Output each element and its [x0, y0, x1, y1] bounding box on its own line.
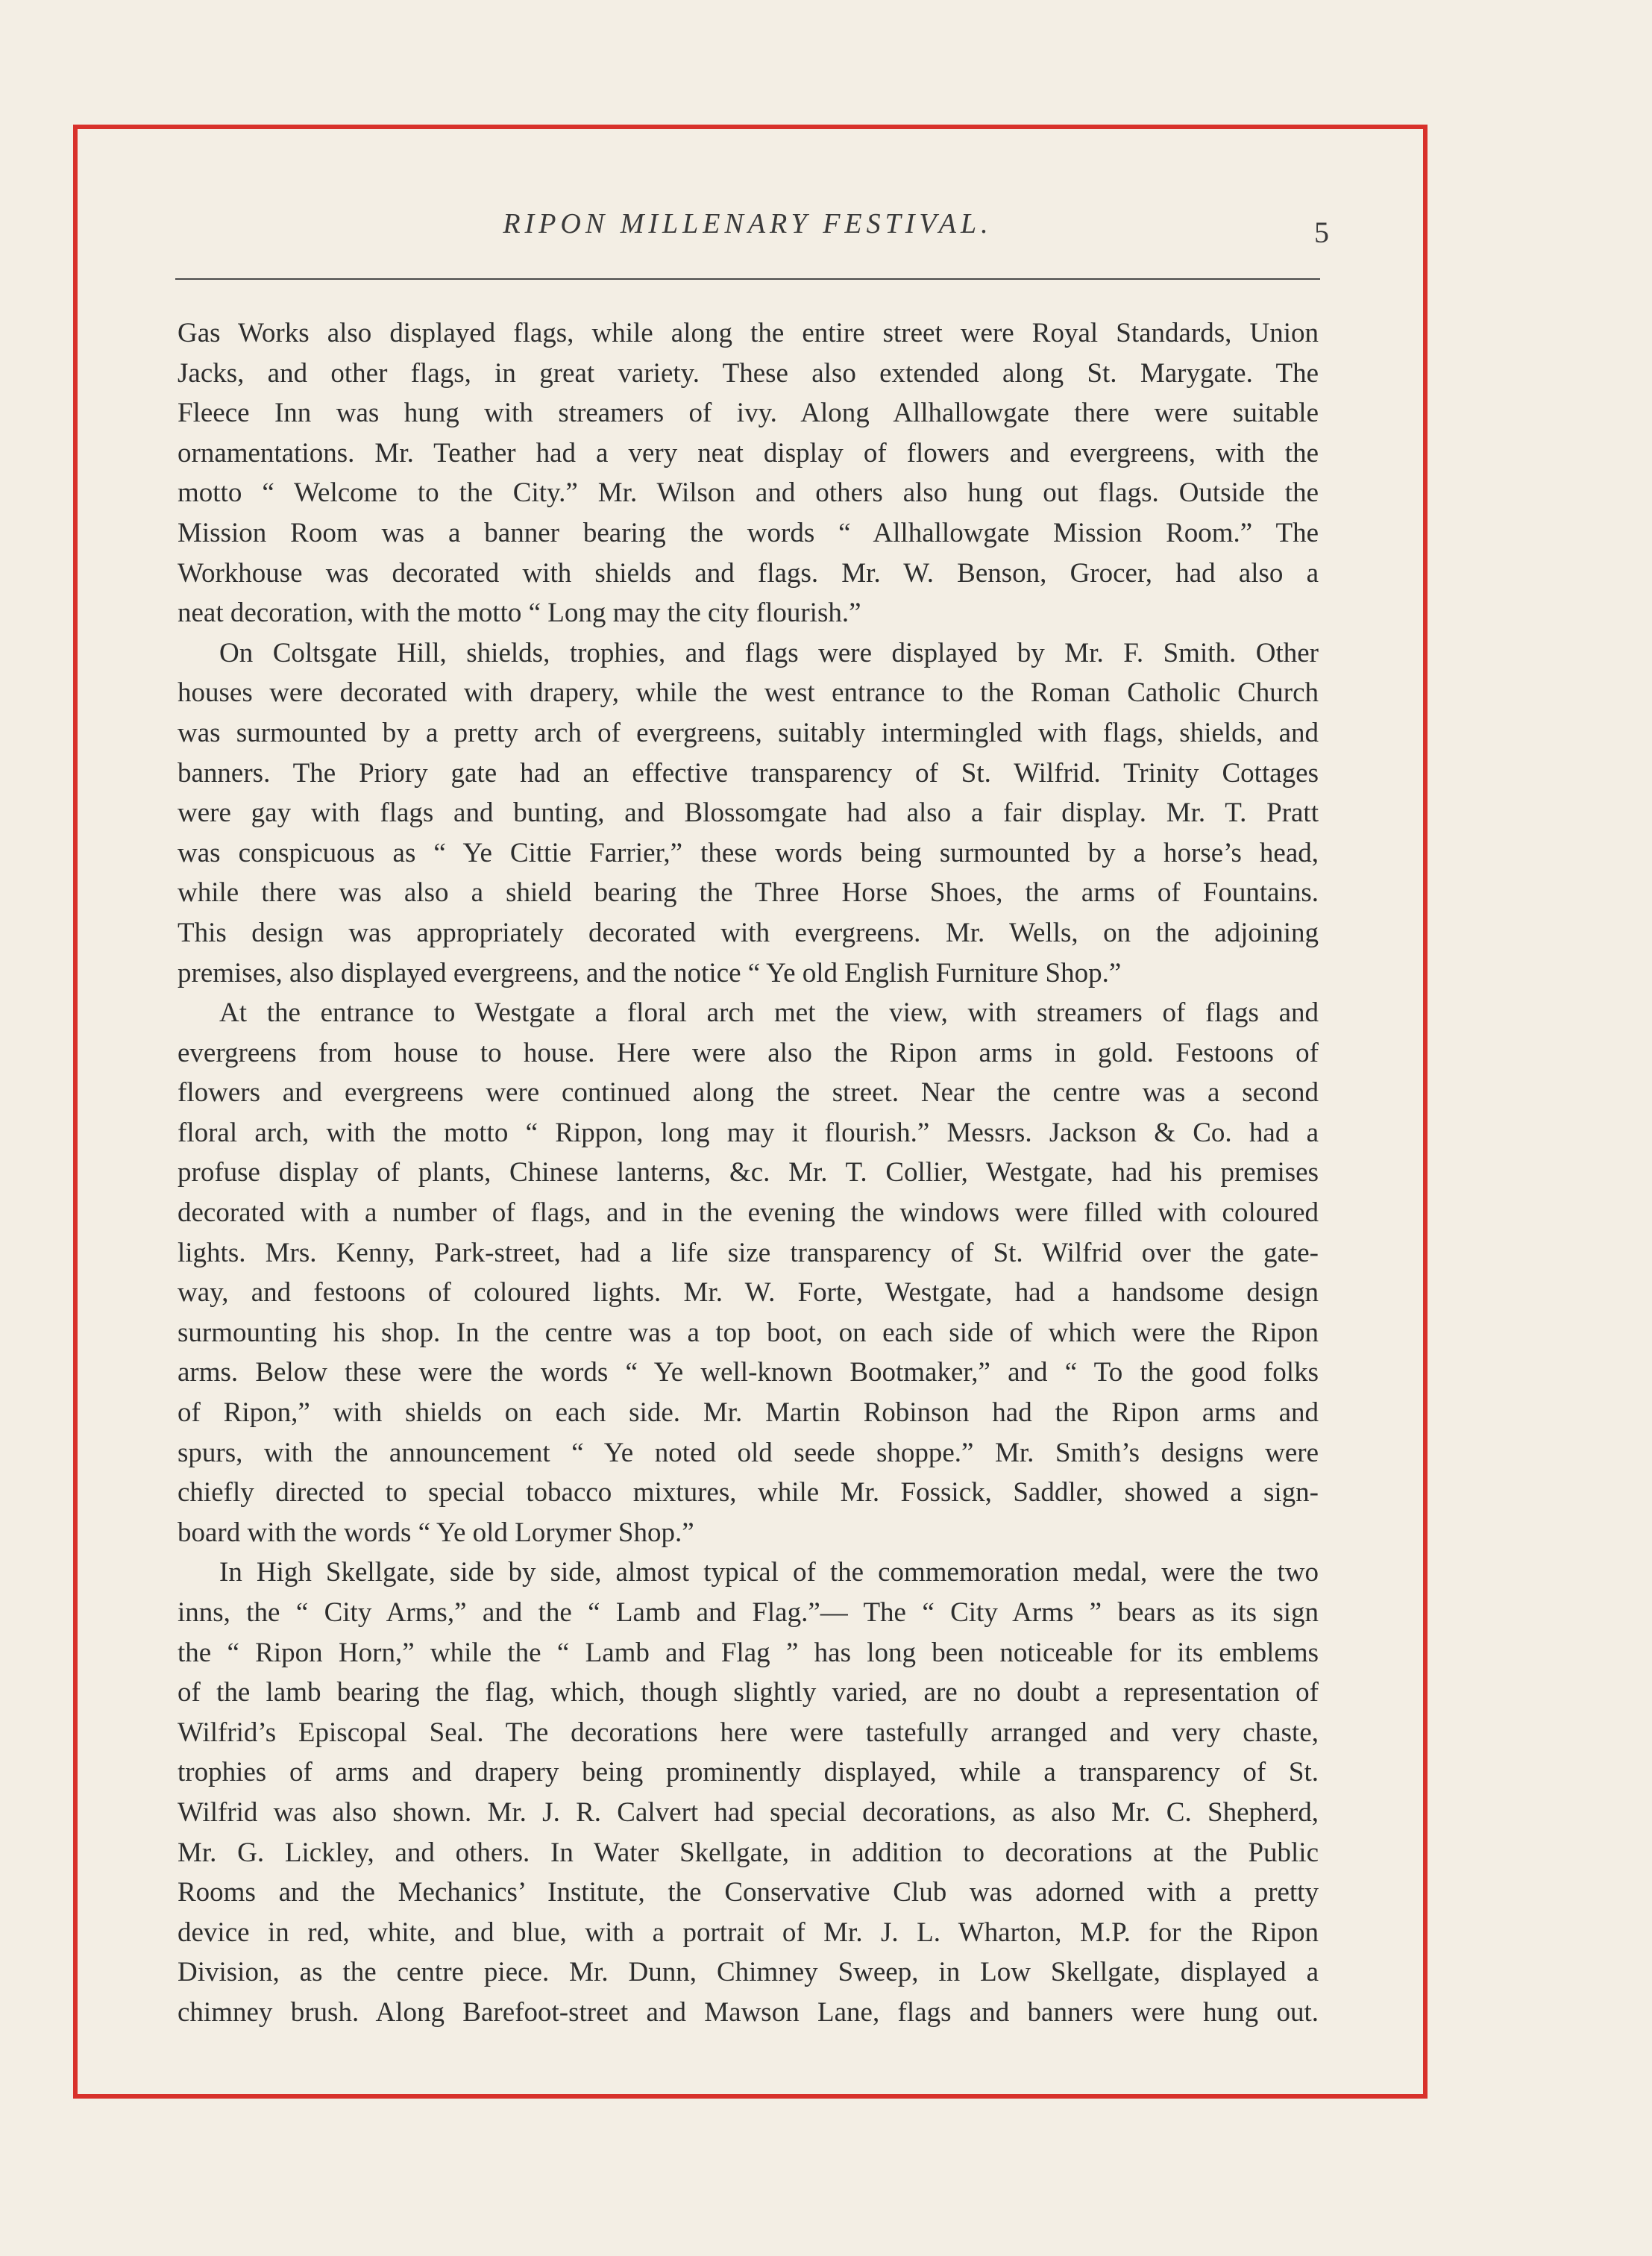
- text-line: arms. Below these were the words “ Ye well-known Bootmaker,” and “ To the good folks: [178, 1357, 1319, 1388]
- text-line: floral arch, with the motto “ Rippon, long may it flourish.” Messrs. Jackson & Co. had a: [178, 1117, 1319, 1148]
- paragraph-first-line: At the entrance to Westgate a floral arch met the view, with streamers of flags and: [219, 997, 1319, 1029]
- text-line: of the lamb bearing the flag, which, though slightly varied, are no doubt a representation of: [178, 1677, 1319, 1708]
- text-line: was conspicuous as “ Ye Cittie Farrier,” these words being surmounted by a horse’s head,: [178, 837, 1319, 868]
- text-line: Rooms and the Mechanics’ Institute, the Conservative Club was adorned with a pretty: [178, 1877, 1319, 1908]
- header-rule: [175, 278, 1320, 280]
- text-line: Workhouse was decorated with shields and flags. Mr. W. Benson, Grocer, had also a: [178, 557, 1319, 589]
- text-line: the “ Ripon Horn,” while the “ Lamb and Flag ” has long been noticeable for its emblems: [178, 1637, 1319, 1668]
- text-line: banners. The Priory gate had an effective transparency of St. Wilfrid. Trinity Cottages: [178, 757, 1319, 789]
- running-title: RIPON MILLENARY FESTIVAL.: [503, 208, 993, 239]
- running-head: [175, 201, 1329, 254]
- text-line: motto “ Welcome to the City.” Mr. Wilson and others also hung out flags. Outside the: [178, 477, 1319, 509]
- text-line: chimney brush. Along Barefoot-street and Mawson Lane, flags and banners were hung out.: [178, 1996, 1319, 2028]
- page-number: 5: [1314, 216, 1329, 249]
- text-line: flowers and evergreens were continued along the street. Near the centre was a second: [178, 1077, 1319, 1109]
- text-line: Division, as the centre piece. Mr. Dunn, Chimney Sweep, in Low Skellgate, displayed a: [178, 1957, 1319, 1988]
- text-line: Wilfrid was also shown. Mr. J. R. Calvert had special decorations, as also Mr. C. Shepherd,: [178, 1796, 1319, 1828]
- text-line: chiefly directed to special tobacco mixtures, while Mr. Fossick, Saddler, showed a sign-: [178, 1477, 1319, 1508]
- text-line: Fleece Inn was hung with streamers of ivy. Along Allhallowgate there were suitable: [178, 398, 1319, 429]
- text-line: Wilfrid’s Episcopal Seal. The decorations here were tastefully arranged and very chaste,: [178, 1717, 1319, 1748]
- text-line: Mission Room was a banner bearing the words “ Allhallowgate Mission Room.” The: [178, 517, 1319, 548]
- text-line: device in red, white, and blue, with a portrait of Mr. J. L. Wharton, M.P. for the Ripon: [178, 1917, 1319, 1948]
- body-text: [178, 313, 1319, 2033]
- text-line: surmounting his shop. In the centre was a top boot, on each side of which were the Ripon: [178, 1317, 1319, 1348]
- text-line: Jacks, and other flags, in great variety. These also extended along St. Marygate. The: [178, 357, 1319, 389]
- paragraph-first-line: On Coltsgate Hill, shields, trophies, and flags were displayed by Mr. F. Smith. Other: [219, 637, 1319, 668]
- text-line: way, and festoons of coloured lights. Mr. W. Forte, Westgate, had a handsome design: [178, 1277, 1319, 1309]
- text-line: houses were decorated with drapery, while the west entrance to the Roman Catholic Church: [178, 677, 1319, 709]
- text-line: board with the words “ Ye old Lorymer Shop.”: [178, 1517, 694, 1548]
- text-line: decorated with a number of flags, and in the evening the windows were filled with coloured: [178, 1197, 1319, 1229]
- text-line: evergreens from house to house. Here were also the Ripon arms in gold. Festoons of: [178, 1037, 1319, 1068]
- text-line: This design was appropriately decorated with evergreens. Mr. Wells, on the adjoining: [178, 917, 1319, 948]
- text-line: ornamentations. Mr. Teather had a very neat display of flowers and evergreens, with the: [178, 437, 1319, 469]
- text-line: while there was also a shield bearing the Three Horse Shoes, the arms of Fountains.: [178, 877, 1319, 909]
- text-line: Gas Works also displayed flags, while along the entire street were Royal Standards, Union: [178, 318, 1319, 348]
- text-line: spurs, with the announcement “ Ye noted old seede shoppe.” Mr. Smith’s designs were: [178, 1437, 1319, 1468]
- text-line: of Ripon,” with shields on each side. Mr. Martin Robinson had the Ripon arms and: [178, 1397, 1319, 1429]
- text-line: Mr. G. Lickley, and others. In Water Skellgate, in addition to decorations at the Public: [178, 1837, 1319, 1868]
- text-line: profuse display of plants, Chinese lanterns, &c. Mr. T. Collier, Westgate, had his premises: [178, 1157, 1319, 1188]
- text-line: lights. Mrs. Kenny, Park-street, had a life size transparency of St. Wilfrid over the gate-: [178, 1237, 1319, 1268]
- text-line: premises, also displayed evergreens, and the notice “ Ye old English Furniture Shop.”: [178, 957, 1122, 988]
- text-line: trophies of arms and drapery being prominently displayed, while a transparency of St.: [178, 1757, 1319, 1788]
- text-line: were gay with flags and bunting, and Blossomgate had also a fair display. Mr. T. Pratt: [178, 798, 1319, 829]
- paragraph-first-line: In High Skellgate, side by side, almost typical of the commemoration medal, were the two: [219, 1557, 1319, 1588]
- text-line: neat decoration, with the motto “ Long may the city flourish.”: [178, 598, 861, 629]
- text-line: was surmounted by a pretty arch of evergreens, suitably intermingled with flags, shields, and: [178, 717, 1319, 748]
- text-line: inns, the “ City Arms,” and the “ Lamb and Flag.”— The “ City Arms ” bears as its sign: [178, 1597, 1319, 1628]
